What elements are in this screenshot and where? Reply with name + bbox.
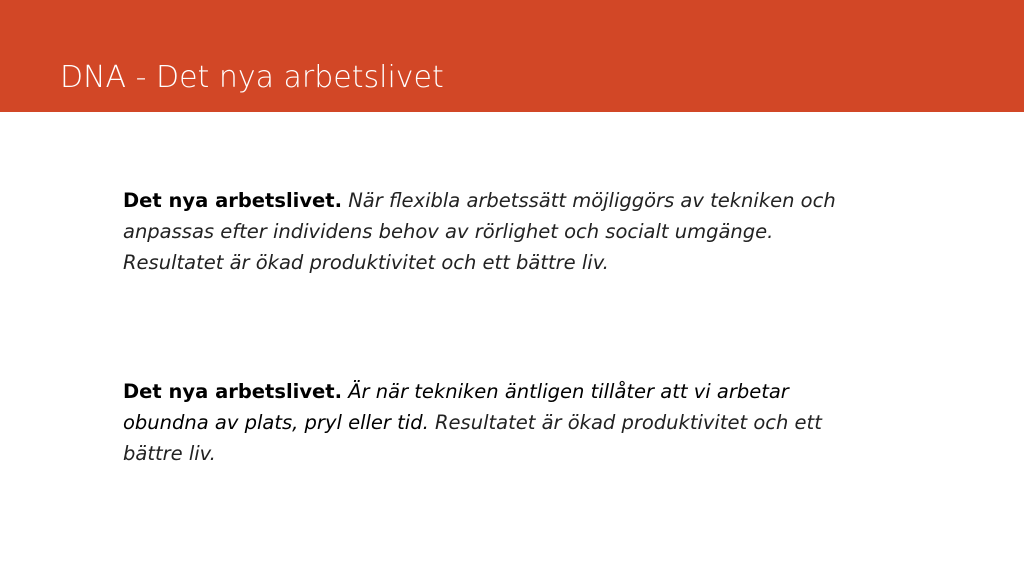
paragraph-1-lead: Det nya arbetslivet. [123,189,342,212]
paragraph-2-lead: Det nya arbetslivet. [123,380,342,403]
paragraph-2-emphasis: Är när tekniken äntligen tillåter att vi arbetar obundna av plats, pryl eller tid. [123,380,789,434]
title-bar [0,0,1024,112]
paragraph-1-body: När flexibla arbetssätt möjliggörs av tekniken och anpassas efter individens behov av rörlighet och socialt umgänge. Resultatet är ökad produktivitet och ett bättre liv. [123,189,836,274]
paragraph-1 [123,185,843,278]
paragraph-2 [123,376,843,469]
slide-title: DNA - Det nya arbetslivet [60,60,444,95]
paragraph-2-body: Resultatet är ökad produktivitet och ett bättre liv. [123,411,822,465]
